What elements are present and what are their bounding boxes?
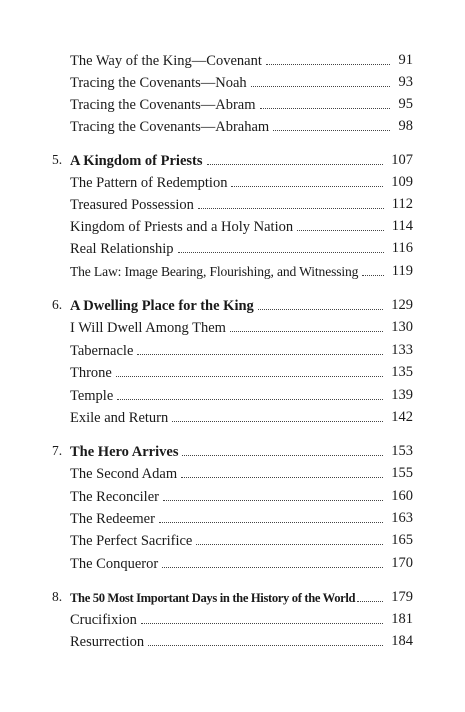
- entry-title: The Law: Image Bearing, Flourishing, and Witnessing: [70, 264, 359, 279]
- chapter-title: A Kingdom of Priests: [70, 153, 203, 169]
- page-number: 109: [391, 174, 413, 190]
- page-number: 139: [391, 387, 413, 403]
- dot-leader: [297, 216, 384, 231]
- entry-title: Treasured Possession: [70, 197, 194, 213]
- page-number: 155: [391, 465, 413, 481]
- page-number: 129: [391, 297, 413, 313]
- entry-title: The Second Adam: [70, 466, 178, 482]
- page-number: 179: [391, 589, 413, 605]
- toc-entry: [0, 463, 465, 483]
- entry-title: Resurrection: [70, 634, 145, 650]
- entry-title: Throne: [70, 365, 112, 381]
- toc-entry: [0, 609, 465, 629]
- entry-title: Kingdom of Priests and a Holy Nation: [70, 219, 294, 235]
- entry-title: The Redeemer: [70, 511, 155, 527]
- page-number: 114: [391, 218, 413, 234]
- chapter-number: 8.: [52, 589, 63, 604]
- page-number: 116: [391, 240, 413, 256]
- entry-title: The Way of the King—Covenant: [70, 53, 262, 69]
- toc-entry: [0, 194, 465, 214]
- page-number: 184: [391, 633, 413, 649]
- dot-leader: [148, 631, 383, 646]
- page-number: 160: [391, 488, 413, 504]
- dot-leader: [159, 508, 383, 523]
- dot-leader: [251, 72, 390, 87]
- dot-leader: [266, 50, 390, 65]
- toc-entry: [0, 261, 465, 281]
- entry-title: Crucifixion: [70, 612, 137, 628]
- toc-entry: [0, 553, 465, 573]
- entry-title: Tracing the Covenants—Noah: [70, 75, 247, 91]
- entry-title: Tabernacle: [70, 343, 134, 359]
- toc-entry: [0, 362, 465, 382]
- dot-leader: [230, 317, 383, 332]
- dot-leader: [163, 486, 383, 501]
- entry-title: I Will Dwell Among Them: [70, 320, 226, 336]
- toc-entry: [0, 530, 465, 550]
- page-number: 107: [391, 152, 413, 168]
- page-number: 142: [391, 409, 413, 425]
- page-number: 153: [391, 443, 413, 459]
- page-number: 119: [391, 263, 413, 279]
- page-number: 93: [398, 74, 413, 90]
- dot-leader: [181, 463, 383, 478]
- page-number: 98: [398, 118, 413, 134]
- dot-leader: [207, 150, 383, 165]
- entry-title: The Pattern of Redemption: [70, 175, 228, 191]
- page-number: 170: [391, 555, 413, 571]
- entry-title: Exile and Return: [70, 410, 169, 426]
- page-number: 130: [391, 319, 413, 335]
- toc-chapter: [0, 295, 465, 315]
- page-number: 163: [391, 510, 413, 526]
- chapter-title: The 50 Most Important Days in the History of the World: [70, 591, 356, 605]
- dot-leader: [137, 340, 383, 355]
- chapter-title: A Dwelling Place for the King: [70, 298, 254, 314]
- entry-title: Tracing the Covenants—Abraham: [70, 119, 270, 135]
- page-number: 91: [398, 52, 413, 68]
- dot-leader: [182, 441, 383, 456]
- entry-title: The Conqueror: [70, 556, 159, 572]
- dot-leader: [162, 553, 383, 568]
- dot-leader: [260, 94, 390, 109]
- toc-entry: [0, 385, 465, 405]
- dot-leader: [172, 407, 383, 422]
- toc-entry: [0, 172, 465, 192]
- entry-title: The Reconciler: [70, 489, 159, 505]
- page-number: 95: [398, 96, 413, 112]
- entry-title: Temple: [70, 388, 114, 404]
- toc-entry: [0, 631, 465, 651]
- page-number: 135: [391, 364, 413, 380]
- toc-entry: [0, 216, 465, 236]
- chapter-title: The Hero Arrives: [70, 444, 179, 460]
- page-number: 112: [391, 196, 413, 212]
- toc-entry: [0, 116, 465, 136]
- dot-leader: [231, 172, 383, 187]
- toc-chapter: [0, 441, 465, 461]
- dot-leader: [273, 116, 390, 131]
- toc-entry: [0, 317, 465, 337]
- dot-leader: [362, 261, 384, 276]
- toc-entry: [0, 94, 465, 114]
- toc-entry: [0, 508, 465, 528]
- chapter-number: 6.: [52, 297, 63, 312]
- dot-leader: [198, 194, 384, 209]
- dot-leader: [116, 362, 383, 377]
- entry-title: Real Relationship: [70, 241, 174, 257]
- dot-leader: [141, 609, 383, 624]
- toc-entry: [0, 50, 465, 70]
- toc-entry: [0, 486, 465, 506]
- page-number: 165: [391, 532, 413, 548]
- chapter-number: 7.: [52, 443, 63, 458]
- toc-chapter: [0, 150, 465, 170]
- toc-chapter: [0, 587, 465, 607]
- toc-entry: [0, 340, 465, 360]
- page-number: 181: [391, 611, 413, 627]
- dot-leader: [117, 385, 383, 400]
- dot-leader: [178, 238, 385, 253]
- dot-leader: [258, 295, 383, 310]
- toc-entry: [0, 72, 465, 92]
- page-number: 133: [391, 342, 413, 358]
- entry-title: Tracing the Covenants—Abram: [70, 97, 256, 113]
- entry-title: The Perfect Sacrifice: [70, 533, 193, 549]
- chapter-number: 5.: [52, 152, 63, 167]
- dot-leader: [357, 587, 383, 602]
- dot-leader: [196, 530, 383, 545]
- toc-entry: [0, 238, 465, 258]
- toc-entry: [0, 407, 465, 427]
